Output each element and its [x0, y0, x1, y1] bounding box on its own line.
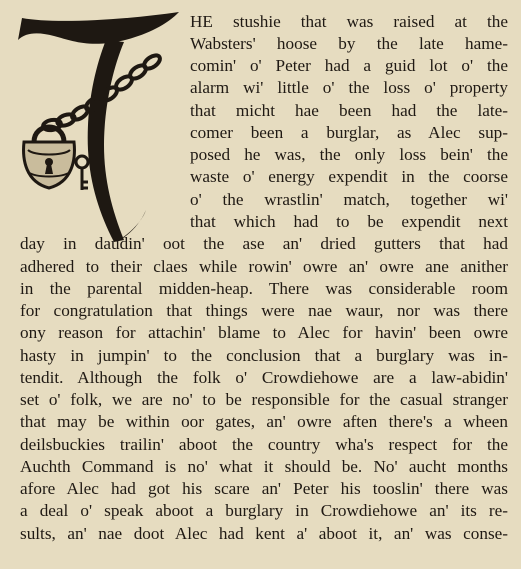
text-line: tendit. Although the folk o' Crowdiehowe are a law-abidin'	[20, 368, 508, 387]
text-line: a deal o' speak aboot a burglary in Crowdiehowe an' its re-	[20, 501, 508, 520]
text-line: posed he was, the only loss bein' the	[190, 145, 508, 164]
text-line: waste o' energy expendit in the coorse	[190, 167, 508, 186]
text-line: that micht hae been had the late-	[190, 101, 508, 120]
text-line: hasty in jumpin' to the conclusion that a burglary was in-	[20, 346, 508, 365]
text-line: sults, an' nae doot Alec had kent a' aboot it, an' was conse-	[20, 524, 508, 543]
text-line: day in daudin' oot the ase an' dried gutters that had	[20, 234, 508, 253]
text-line: comin' o' Peter had a guid lot o' the	[190, 56, 508, 75]
text-line: Wabsters' hoose by the late hame-	[190, 34, 508, 53]
text-line: set o' folk, we are no' to be responsible for the casual stranger	[20, 390, 508, 409]
text-line: in the parental midden-heap. There was considerable room	[20, 279, 508, 298]
text-line: that which had to be expendit next	[190, 212, 508, 231]
text-line: for congratulation that things were nae waur, nor was there	[20, 301, 508, 320]
text-line: ony reason for attachin' blame to Alec for havin' been owre	[20, 323, 508, 342]
text-line: that may be within oor gates, an' owre aften there's a wheen	[20, 412, 508, 431]
text-line: alarm wi' little o' the loss o' property	[190, 78, 508, 97]
text-line: o' the wrastlin' match, together wi'	[190, 190, 508, 209]
text-line: afore Alec had got his scare an' Peter his tooslin' there was	[20, 479, 508, 498]
text-line: comer been a burglar, as Alec sup-	[190, 123, 508, 142]
text-line: Auchth Command is no' what it should be. No' aucht months	[20, 457, 508, 476]
text-line: deilsbuckies trailin' aboot the country wha's respect for the	[20, 435, 508, 454]
text-line: adhered to their claes while rowin' owre an' owre ane anither	[20, 257, 508, 276]
text-line: HE stushie that was raised at the	[190, 12, 508, 31]
